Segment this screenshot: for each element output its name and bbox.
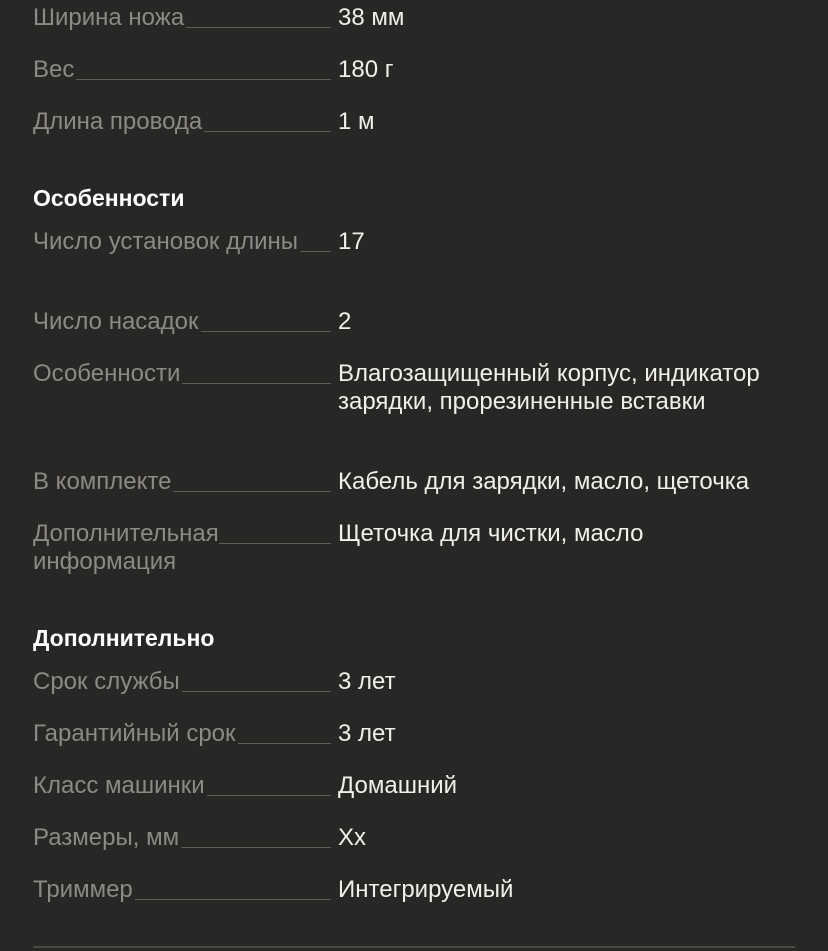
spec-value: Щеточка для чистки, масло — [338, 520, 644, 547]
spec-value: 1 м — [338, 108, 375, 135]
spec-value: 2 — [338, 308, 352, 335]
bottom-divider — [33, 946, 795, 948]
section-title-additional: Дополнительно — [33, 625, 215, 651]
spec-value: 180 г — [338, 56, 394, 83]
spec-value: Кабель для зарядки, масло, щеточка — [338, 468, 750, 495]
spec-label: В комплекте — [33, 468, 172, 495]
spec-label: Длина провода — [33, 108, 203, 135]
spec-label: Размеры, мм — [33, 824, 180, 851]
spec-label: Особенности — [33, 360, 181, 387]
spec-value: Хх — [338, 824, 367, 851]
spec-value: 3 лет — [338, 668, 396, 695]
spec-value: Интегрируемый — [338, 876, 514, 903]
leader-line — [33, 79, 331, 80]
spec-label: Триммер — [33, 876, 133, 903]
spec-value: Влагозащищенный корпус, индикатор зарядки, прорезиненные вставки — [338, 360, 760, 415]
spec-value: Домашний — [338, 772, 458, 799]
section-title-features: Особенности — [33, 185, 185, 211]
spec-label: Ширина ножа — [33, 4, 185, 31]
spec-label: Дополнительная информация — [33, 520, 219, 575]
spec-label: Гарантийный срок — [33, 720, 236, 747]
spec-label: Класс машинки — [33, 772, 205, 799]
spec-label: Число установок длины — [33, 228, 299, 255]
spec-label: Вес — [33, 56, 75, 83]
spec-label: Число насадок — [33, 308, 199, 335]
spec-value: 3 лет — [338, 720, 396, 747]
spec-label: Срок службы — [33, 668, 180, 695]
spec-value: 17 — [338, 228, 365, 255]
spec-value: 38 мм — [338, 4, 405, 31]
